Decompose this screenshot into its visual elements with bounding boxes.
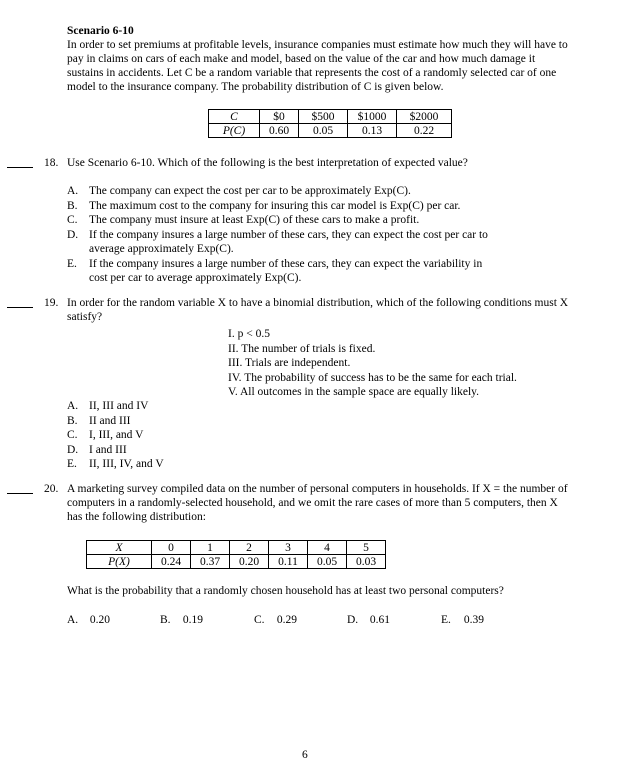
choice-value: 0.29 — [276, 614, 297, 626]
option-text: The company must insure at least Exp(C) of these cars to make a profit. — [89, 214, 420, 226]
option-text: cost per car to average approximately Exp(C). — [89, 272, 302, 284]
table-cell: 0.22 — [397, 124, 452, 138]
question-number: 20. — [44, 483, 59, 495]
option-letter: E. — [67, 258, 77, 270]
question-number: 19. — [44, 297, 59, 309]
question-stem: In order for the random variable X to have a binomial distribution, which of the following conditions must X — [67, 297, 569, 309]
condition-item: IV. The probability of success has to be the same for each trial. — [228, 372, 517, 384]
option-text: If the company insures a large number of these cars, they can expect the cost per car to — [89, 229, 488, 241]
condition-item: III. Trials are independent. — [228, 357, 351, 369]
question-stem: Use Scenario 6-10. Which of the following is the best interpretation of expected value? — [67, 157, 468, 169]
scenario-text-line: pay in claims on cars of each make and model, based on the value of the car and how much damage it — [67, 53, 536, 65]
choice-letter: B. — [160, 614, 171, 626]
question-number: 18. — [44, 157, 59, 169]
answer-choice — [441, 613, 484, 628]
option-text: average approximately Exp(C). — [89, 243, 234, 255]
condition-item: V. All outcomes in the sample space are equally likely. — [228, 386, 480, 398]
question-stem: A marketing survey compiled data on the number of personal computers in households. If X = the number of — [67, 483, 568, 495]
table-cell: 0.24 — [152, 555, 191, 569]
table-cell: C — [230, 110, 238, 123]
option-letter: A. — [67, 185, 79, 197]
answer-choice — [160, 613, 203, 628]
table-cell: P(X) — [108, 555, 130, 568]
table-cell: 0.13 — [348, 124, 397, 138]
table-cell: 0 — [152, 541, 191, 555]
computers-distribution-table — [86, 540, 386, 569]
choice-value: 0.19 — [182, 614, 203, 626]
table-cell: 0.60 — [260, 124, 299, 138]
option-text: I, III, and V — [89, 429, 144, 441]
question-stem: has the following distribution: — [67, 511, 206, 523]
scenario-text-line: sustains in accidents. Let C be a random variable that represents the cost of a randomly selected car of one — [67, 67, 557, 79]
table-cell: 0.20 — [230, 555, 269, 569]
answer-blank[interactable] — [7, 493, 33, 494]
choice-letter: A. — [67, 614, 79, 626]
option-letter: D. — [67, 229, 79, 241]
table-cell: 3 — [269, 541, 308, 555]
table-cell: X — [115, 541, 123, 554]
option-text: The maximum cost to the company for insuring this car model is Exp(C) per car. — [89, 200, 461, 212]
choice-value: 0.61 — [369, 614, 390, 626]
table-cell: $2000 — [397, 110, 452, 124]
question-text: What is the probability that a randomly chosen household has at least two personal computers? — [67, 585, 504, 597]
table-cell: 0.05 — [308, 555, 347, 569]
table-cell: $500 — [299, 110, 348, 124]
option-letter: B. — [67, 415, 78, 427]
table-cell: 4 — [308, 541, 347, 555]
condition-item: II. The number of trials is fixed. — [228, 343, 376, 355]
option-letter: C. — [67, 429, 78, 441]
option-text: II and III — [89, 415, 131, 427]
choice-letter: D. — [347, 614, 359, 626]
scenario-text-line: model to the insurance company. The probability distribution of C is given below. — [67, 81, 444, 93]
scenario-text-line: In order to set premiums at profitable levels, insurance companies must estimate how much they will have to — [67, 39, 568, 51]
option-text: The company can expect the cost per car to be approximately Exp(C). — [89, 185, 411, 197]
option-letter: D. — [67, 444, 79, 456]
scenario-title: Scenario 6-10 — [67, 25, 134, 37]
option-text: If the company insures a large number of these cars, they can expect the variability in — [89, 258, 483, 270]
answer-blank[interactable] — [7, 307, 33, 308]
table-cell: $1000 — [348, 110, 397, 124]
option-letter: A. — [67, 400, 79, 412]
page-number: 6 — [302, 749, 308, 761]
table-cell: 0.11 — [269, 555, 308, 569]
choice-letter: C. — [254, 614, 265, 626]
option-text: II, III, IV, and V — [89, 458, 164, 470]
table-cell: 0.03 — [347, 555, 386, 569]
answer-blank[interactable] — [7, 167, 33, 168]
scenario-distribution-table — [208, 109, 452, 138]
condition-item: I. p < 0.5 — [228, 328, 270, 340]
table-cell: 0.05 — [299, 124, 348, 138]
option-letter: E. — [67, 458, 77, 470]
choice-letter: E. — [441, 614, 451, 626]
choice-value: 0.20 — [89, 614, 110, 626]
choice-value: 0.39 — [463, 614, 484, 626]
table-cell: P(C) — [222, 124, 246, 137]
table-cell: 5 — [347, 541, 386, 555]
option-text: I and III — [89, 444, 127, 456]
option-text: II, III and IV — [89, 400, 149, 412]
answer-choice — [347, 613, 390, 628]
table-cell: 0.37 — [191, 555, 230, 569]
table-cell: 1 — [191, 541, 230, 555]
option-letter: B. — [67, 200, 78, 212]
table-cell: $0 — [260, 110, 299, 124]
table-cell: 2 — [230, 541, 269, 555]
option-letter: C. — [67, 214, 78, 226]
answer-choice — [254, 613, 297, 628]
question-stem: computers in a randomly-selected household, and we omit the rare cases of more than 5 computers, then X — [67, 497, 558, 509]
answer-choice — [67, 613, 110, 628]
question-stem: satisfy? — [67, 311, 103, 323]
